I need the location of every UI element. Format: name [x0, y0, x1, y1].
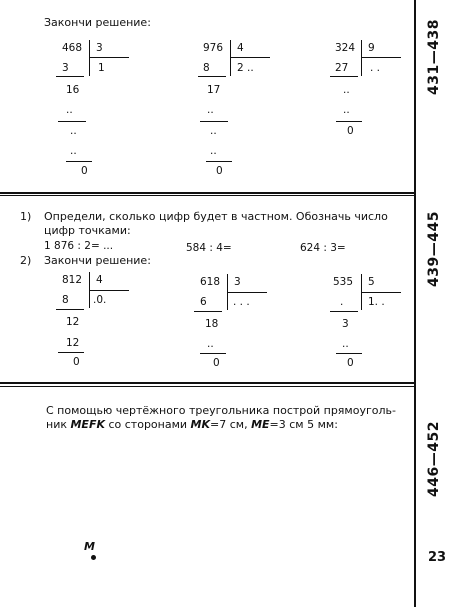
dividend: 976	[203, 42, 224, 54]
right-border	[414, 0, 416, 607]
subtraction-line	[200, 353, 226, 354]
divisor: 3	[96, 42, 103, 54]
blank-digits: ..	[207, 104, 214, 116]
blank-digits: ..	[70, 125, 77, 137]
subtraction-line	[66, 161, 92, 162]
shape-name: MEFK	[70, 418, 105, 431]
divisor: 5	[368, 276, 375, 288]
section-divider	[0, 386, 416, 387]
example: 624 : 3=	[300, 242, 346, 254]
example: 584 : 4=	[186, 242, 232, 254]
task-text: цифр точками:	[44, 224, 131, 237]
quotient-line	[361, 292, 401, 293]
blank-digits: ..	[207, 338, 214, 350]
dividend: 535	[333, 276, 354, 288]
task-number: 2)	[20, 254, 32, 267]
blank-digits: ..	[343, 104, 350, 116]
subtraction-line	[336, 121, 362, 122]
subtraction-line	[330, 311, 358, 312]
side-name: ME	[251, 418, 270, 431]
quotient-line	[227, 292, 267, 293]
section-heading: Закончи решение:	[44, 16, 151, 29]
exercise-range-label: 439—445	[426, 211, 442, 287]
quotient: 1	[98, 62, 105, 74]
subtraction-line	[200, 121, 228, 122]
quotient: .0.	[93, 294, 107, 306]
point-m	[91, 555, 96, 560]
step-value: 12	[66, 337, 80, 349]
final-remainder: 0	[81, 165, 88, 177]
final-remainder: 0	[213, 357, 220, 369]
section-divider	[0, 192, 416, 194]
blank-digits: ..	[70, 145, 77, 157]
page-number: 23	[428, 550, 447, 565]
dividend: 468	[62, 42, 83, 54]
quotient: 2 ..	[237, 62, 254, 74]
subtraction-line	[336, 353, 362, 354]
subtraction-line	[198, 76, 226, 77]
subtraction-line	[56, 309, 84, 310]
side-name: MK	[190, 418, 211, 431]
subtraction-line	[58, 121, 86, 122]
task-text: Определи, сколько цифр будет в частном. Обозначь число	[44, 210, 388, 223]
task-number: 1)	[20, 210, 32, 223]
subtraction-line	[58, 352, 84, 353]
blank-digits: ..	[210, 145, 217, 157]
section-divider	[0, 382, 416, 384]
final-remainder: 0	[216, 165, 223, 177]
blank-digits: ..	[66, 104, 73, 116]
subtraction-line	[56, 76, 84, 77]
task-text-part: ник	[46, 418, 71, 431]
dividend: 812	[62, 274, 83, 286]
final-remainder: 0	[347, 125, 354, 137]
division-bar	[89, 40, 90, 76]
subtrahend: 27	[335, 62, 349, 74]
section-divider	[0, 195, 416, 196]
blank-digits: ..	[210, 125, 217, 137]
quotient-line	[361, 57, 401, 58]
subtrahend: 8	[203, 62, 210, 74]
remainder: 16	[66, 84, 80, 96]
blank-digits: ..	[342, 338, 349, 350]
task-text: С помощью чертёжного треугольника построй прямоуголь-	[46, 404, 396, 417]
quotient-line	[89, 290, 129, 291]
quotient: . . .	[233, 296, 250, 308]
quotient-line	[230, 57, 270, 58]
quotient: . .	[370, 62, 381, 74]
task-text-part: со сторонами	[104, 418, 191, 431]
point-label: M	[84, 540, 95, 553]
task-text-part: =7 см,	[210, 418, 252, 431]
dividend: 324	[335, 42, 356, 54]
divisor: 9	[368, 42, 375, 54]
subtrahend: 6	[200, 296, 207, 308]
exercise-range-label: 431—438	[426, 19, 442, 95]
example: 1 876 : 2= ...	[44, 240, 114, 252]
dividend: 618	[200, 276, 221, 288]
remainder: 3	[342, 318, 349, 330]
divisor: 4	[237, 42, 244, 54]
subtraction-line	[206, 161, 232, 162]
exercise-range-label: 446—452	[426, 421, 442, 497]
final-remainder: 0	[347, 357, 354, 369]
division-bar	[230, 40, 231, 76]
task-text	[46, 418, 338, 431]
task-text: Закончи решение:	[44, 254, 151, 267]
final-remainder: 0	[73, 356, 80, 368]
division-bar	[361, 40, 362, 76]
blank-digits: ..	[343, 84, 350, 96]
remainder: 17	[207, 84, 221, 96]
subtrahend: .	[340, 296, 344, 308]
subtrahend: 8	[62, 294, 69, 306]
quotient: 1. .	[368, 296, 385, 308]
quotient-line	[89, 57, 129, 58]
subtraction-line	[330, 76, 358, 77]
divisor: 4	[96, 274, 103, 286]
subtraction-line	[194, 311, 222, 312]
subtrahend: 3	[62, 62, 69, 74]
remainder: 12	[66, 316, 80, 328]
divisor: 3	[234, 276, 241, 288]
remainder: 18	[205, 318, 219, 330]
task-text-part: =3 см 5 мм:	[269, 418, 338, 431]
